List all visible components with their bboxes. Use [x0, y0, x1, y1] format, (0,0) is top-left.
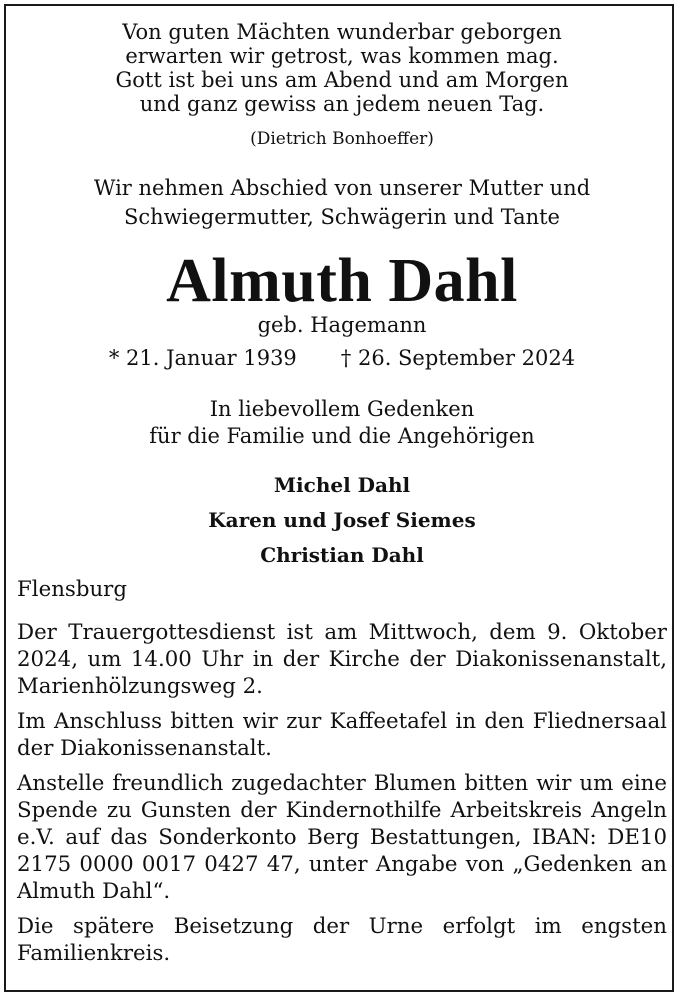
- birth-date: * 21. Januar 1939: [108, 346, 297, 370]
- donation-paragraph: Anstelle freundlich zugedachter Blumen bitten wir um eine Spende zu Gunsten der Kindernothilfe Arbeitskreis Angeln e.V. auf das Sonderkonto Berg Bestattungen, IBAN: DE10 2175 0000 0017 0427 47, unter Angabe von „Gedenken an Almuth Dahl“.: [17, 771, 667, 904]
- coffee-paragraph: Im Anschluss bitten wir zur Kaffeetafel in den Fliednersaal der Diakonissenanstalt.: [17, 709, 667, 761]
- memory-text: [0, 396, 684, 450]
- poem: [0, 20, 684, 116]
- service-details: [17, 576, 667, 975]
- memory-line: für die Familie und die Angehörigen: [149, 424, 535, 448]
- life-dates: [0, 344, 684, 372]
- family-member: Michel Dahl: [273, 473, 411, 497]
- family-member: Christian Dahl: [260, 543, 424, 567]
- poem-line: und ganz gewiss an jedem neuen Tag.: [139, 92, 545, 116]
- intro-line: Wir nehmen Abschied von unserer Mutter und: [93, 176, 591, 200]
- poem-author: (Dietrich Bonhoeffer): [250, 129, 434, 149]
- memory-line: In liebevollem Gedenken: [209, 397, 475, 421]
- poem-line: erwarten wir getrost, was kommen mag.: [125, 44, 559, 68]
- death-date: † 26. September 2024: [340, 346, 576, 370]
- poem-line: Gott ist bei uns am Abend und am Morgen: [115, 68, 569, 92]
- intro-line: Schwiegermutter, Schwägerin und Tante: [124, 205, 560, 229]
- funeral-service-paragraph: Der Trauergottesdienst ist am Mittwoch, dem 9. Oktober 2024, um 14.00 Uhr in der Kirche der Diakonissenanstalt, Marienhölzungsweg 2.: [17, 620, 667, 699]
- intro-text: [0, 174, 684, 232]
- family-member: Karen und Josef Siemes: [208, 508, 476, 532]
- birth-name: geb. Hagemann: [257, 313, 427, 337]
- poem-line: Von guten Mächten wunderbar geborgen: [122, 20, 562, 44]
- family-names: [0, 468, 684, 573]
- burial-paragraph: Die spätere Beisetzung der Urne erfolgt im engsten Familienkreis.: [17, 914, 667, 966]
- city: Flensburg: [17, 577, 127, 602]
- deceased-name: Almuth Dahl: [166, 247, 518, 315]
